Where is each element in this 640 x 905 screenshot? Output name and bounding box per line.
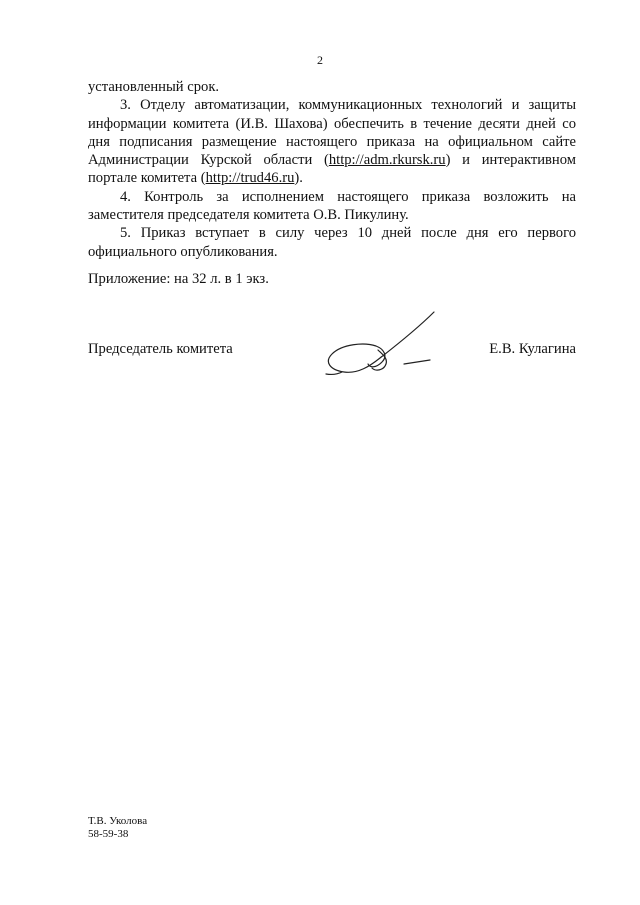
continuation-line: установленный срок. xyxy=(88,79,220,95)
clause-3-text-end: ). xyxy=(294,170,303,187)
signatory-role: Председатель комитета xyxy=(88,341,233,357)
clause-3-text-start: 3. Отделу автоматизации, коммуникационных технологий и защиты информации комитета (И.В. Шахова) обеспечить в течение десяти дней со дня подписания размещение настоящего приказа на официальном сайте Администрации Курской области ( xyxy=(88,97,576,169)
clause-5: 5. Приказ вступает в силу через 10 дней после дня его первого официального опубликования. xyxy=(88,225,576,260)
order-body xyxy=(88,78,576,261)
adm-site-link[interactable]: http://adm.rkursk.ru xyxy=(328,152,446,169)
page-number: 2 xyxy=(317,53,323,67)
clause-4: 4. Контроль за исполнением настоящего приказа возложить на заместителя председателя комитета О.В. Пикулину. xyxy=(88,188,576,224)
handwritten-signature xyxy=(318,308,448,378)
signatory-name: Е.В. Кулагина xyxy=(489,341,576,357)
trud46-portal-link[interactable]: http://trud46.ru xyxy=(205,170,295,187)
executor-info xyxy=(88,815,147,841)
attachment-note: Приложение: на 32 л. в 1 экз. xyxy=(88,271,269,287)
executor-phone: 58-59-38 xyxy=(88,828,129,840)
clause-3-text-middle: ) и интерактивном портале комитета ( xyxy=(88,152,576,187)
clause-3 xyxy=(88,96,576,187)
executor-name: Т.В. Уколова xyxy=(88,815,148,827)
